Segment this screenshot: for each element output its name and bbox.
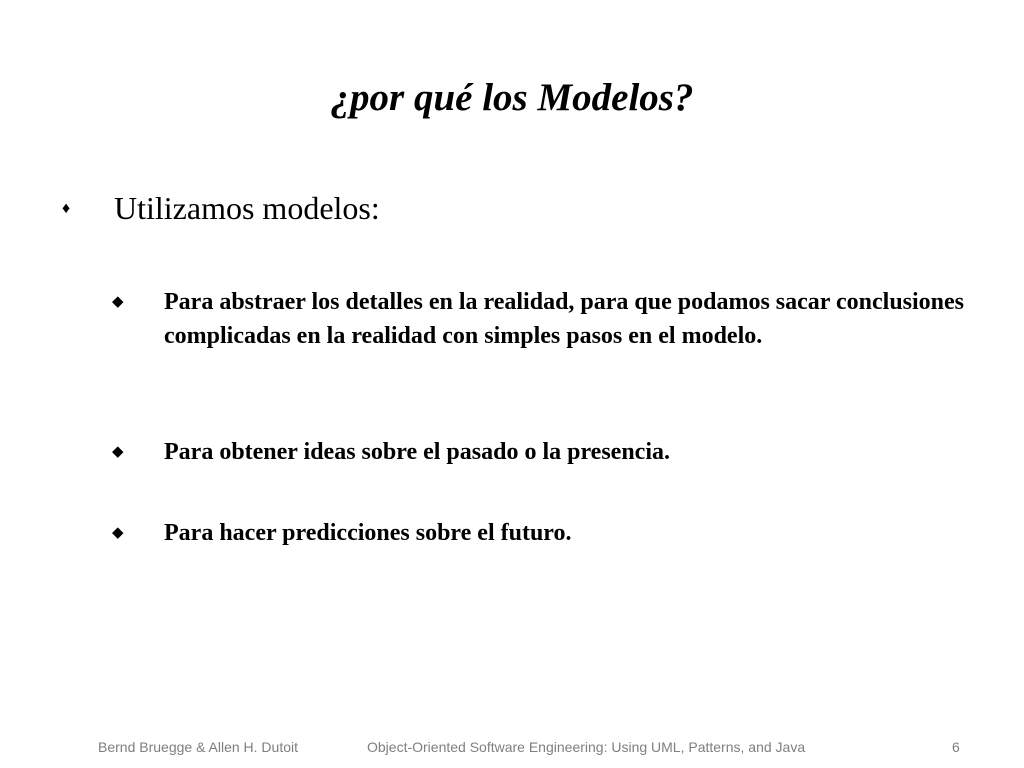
footer-book-title: Object-Oriented Software Engineering: Using UML, Patterns, and Java <box>367 739 806 755</box>
slide-title: ¿por qué los Modelos? <box>330 76 694 119</box>
sub-bullet-item <box>112 435 964 469</box>
main-bullet-item <box>62 188 962 232</box>
diamond-bullet-icon: ◆ <box>112 523 124 541</box>
footer-authors: Bernd Bruegge & Allen H. Dutoit <box>98 739 299 755</box>
main-bullet-text: Utilizamos modelos: <box>114 190 380 226</box>
diamond-bullet-icon: ◆ <box>112 292 124 310</box>
diamond-bullet-icon: ◆ <box>112 442 124 460</box>
diamond-bullet-icon: ♦ <box>62 200 71 217</box>
sub-bullet-text: Para obtener ideas sobre el pasado o la presencia. <box>164 439 670 465</box>
sub-bullet-item <box>112 516 964 550</box>
sub-bullet-item <box>112 285 964 353</box>
sub-bullet-text: Para abstraer los detalles en la realidad, para que podamos sacar conclusiones complicadas en la realidad con simples pasos en el modelo. <box>164 289 965 349</box>
sub-bullet-text: Para hacer predicciones sobre el futuro. <box>164 520 572 546</box>
footer-page-number: 6 <box>952 739 960 755</box>
